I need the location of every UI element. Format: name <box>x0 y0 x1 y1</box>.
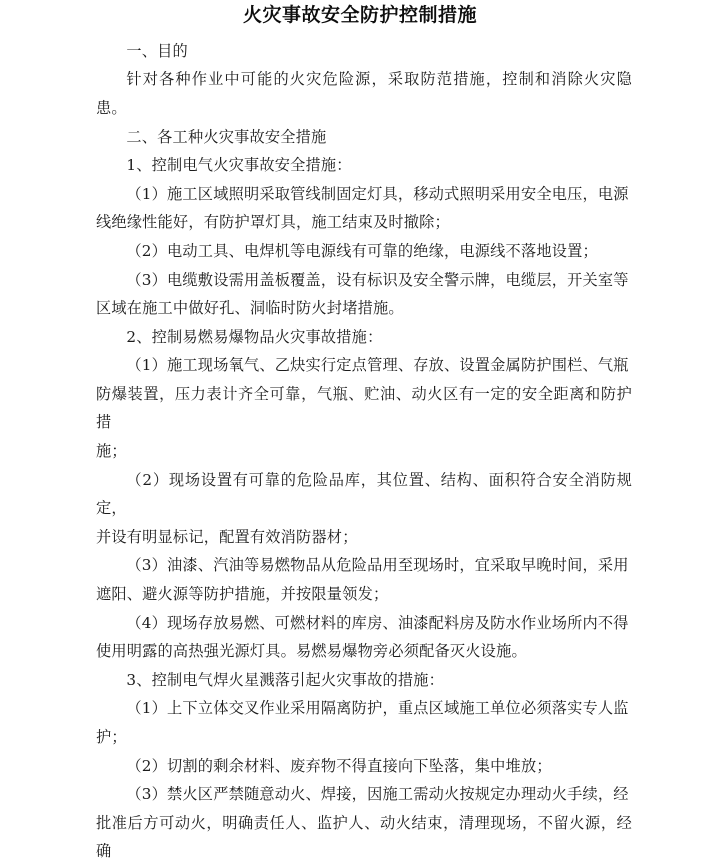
document-line: （1）施工区域照明采取管线制固定灯具，移动式照明采用安全电压，电源 <box>126 184 629 203</box>
document-line: （3）禁火区严禁随意动火、焊接，因施工需动火按规定办理动火手续，经 <box>126 785 629 804</box>
document-line: 线绝缘性能好，有防护罩灯具，施工结束及时撤除； <box>96 213 450 232</box>
document-line: 1、控制电气火灾事故安全措施： <box>126 156 352 175</box>
document-line: 防爆装置，压力表计齐全可靠，气瓶、贮油、动火区有一定的安全距离和防护措 <box>96 384 632 432</box>
document-line: （3）电缆敷设需用盖板覆盖，设有标识及安全警示牌，电缆层，开关室等 <box>126 270 629 289</box>
document-line: （2）电动工具、电焊机等电源线有可靠的绝缘，电源线不落地设置； <box>126 241 598 260</box>
document-line: 3、控制电气焊火星溅落引起火灾事故的措施： <box>126 670 445 689</box>
document-line: 批准后方可动火，明确责任人、监护人、动火结束，清理现场，不留火源，经确 <box>96 813 632 861</box>
document-line: （4）现场存放易燃、可燃材料的库房、油漆配料房及防水作业场所内不得 <box>126 613 629 632</box>
document-line: 护； <box>96 728 127 746</box>
document-line: 二、各工种火灾事故安全措施 <box>126 127 327 146</box>
document-line: （1）施工现场氧气、乙炔实行定点管理、存放、设置金属防护围栏、气瓶 <box>126 356 629 375</box>
document-line: （2）现场设置有可靠的危险品库，其位置、结构、面积符合安全消防规定， <box>96 470 632 518</box>
document-body <box>0 37 720 866</box>
document-line: 并设有明显标记，配置有效消防器材； <box>96 527 358 546</box>
document-line: 施； <box>96 442 127 461</box>
document-line: （3）油漆、汽油等易燃物品从危险品用至现场时，宜采取早晚时间，采用 <box>126 556 629 575</box>
document-title: 火灾事故安全防护控制措施 <box>242 4 477 26</box>
document-line: 针对各种作业中可能的火灾危险源，采取防范措施，控制和消除火灾隐患。 <box>96 70 632 117</box>
document-line: 2、控制易燃易爆物品火灾事故措施： <box>126 327 383 346</box>
document-line: （1）上下立体交叉作业采用隔离防护，重点区域施工单位必须落实专人监 <box>126 699 629 718</box>
document-line: （2）切割的剩余材料、废弃物不得直接向下坠落，集中堆放； <box>126 756 552 775</box>
document-line: 一、目的 <box>126 41 188 60</box>
document-line: 遮阳、避火源等防护措施，并按限量领发； <box>96 585 389 604</box>
document-line: 区域在施工中做好孔、洞临时防火封堵措施。 <box>96 299 404 318</box>
document-line: 使用明露的高热强光源灯具。易燃易爆物旁必须配备灭火设施。 <box>96 642 527 661</box>
